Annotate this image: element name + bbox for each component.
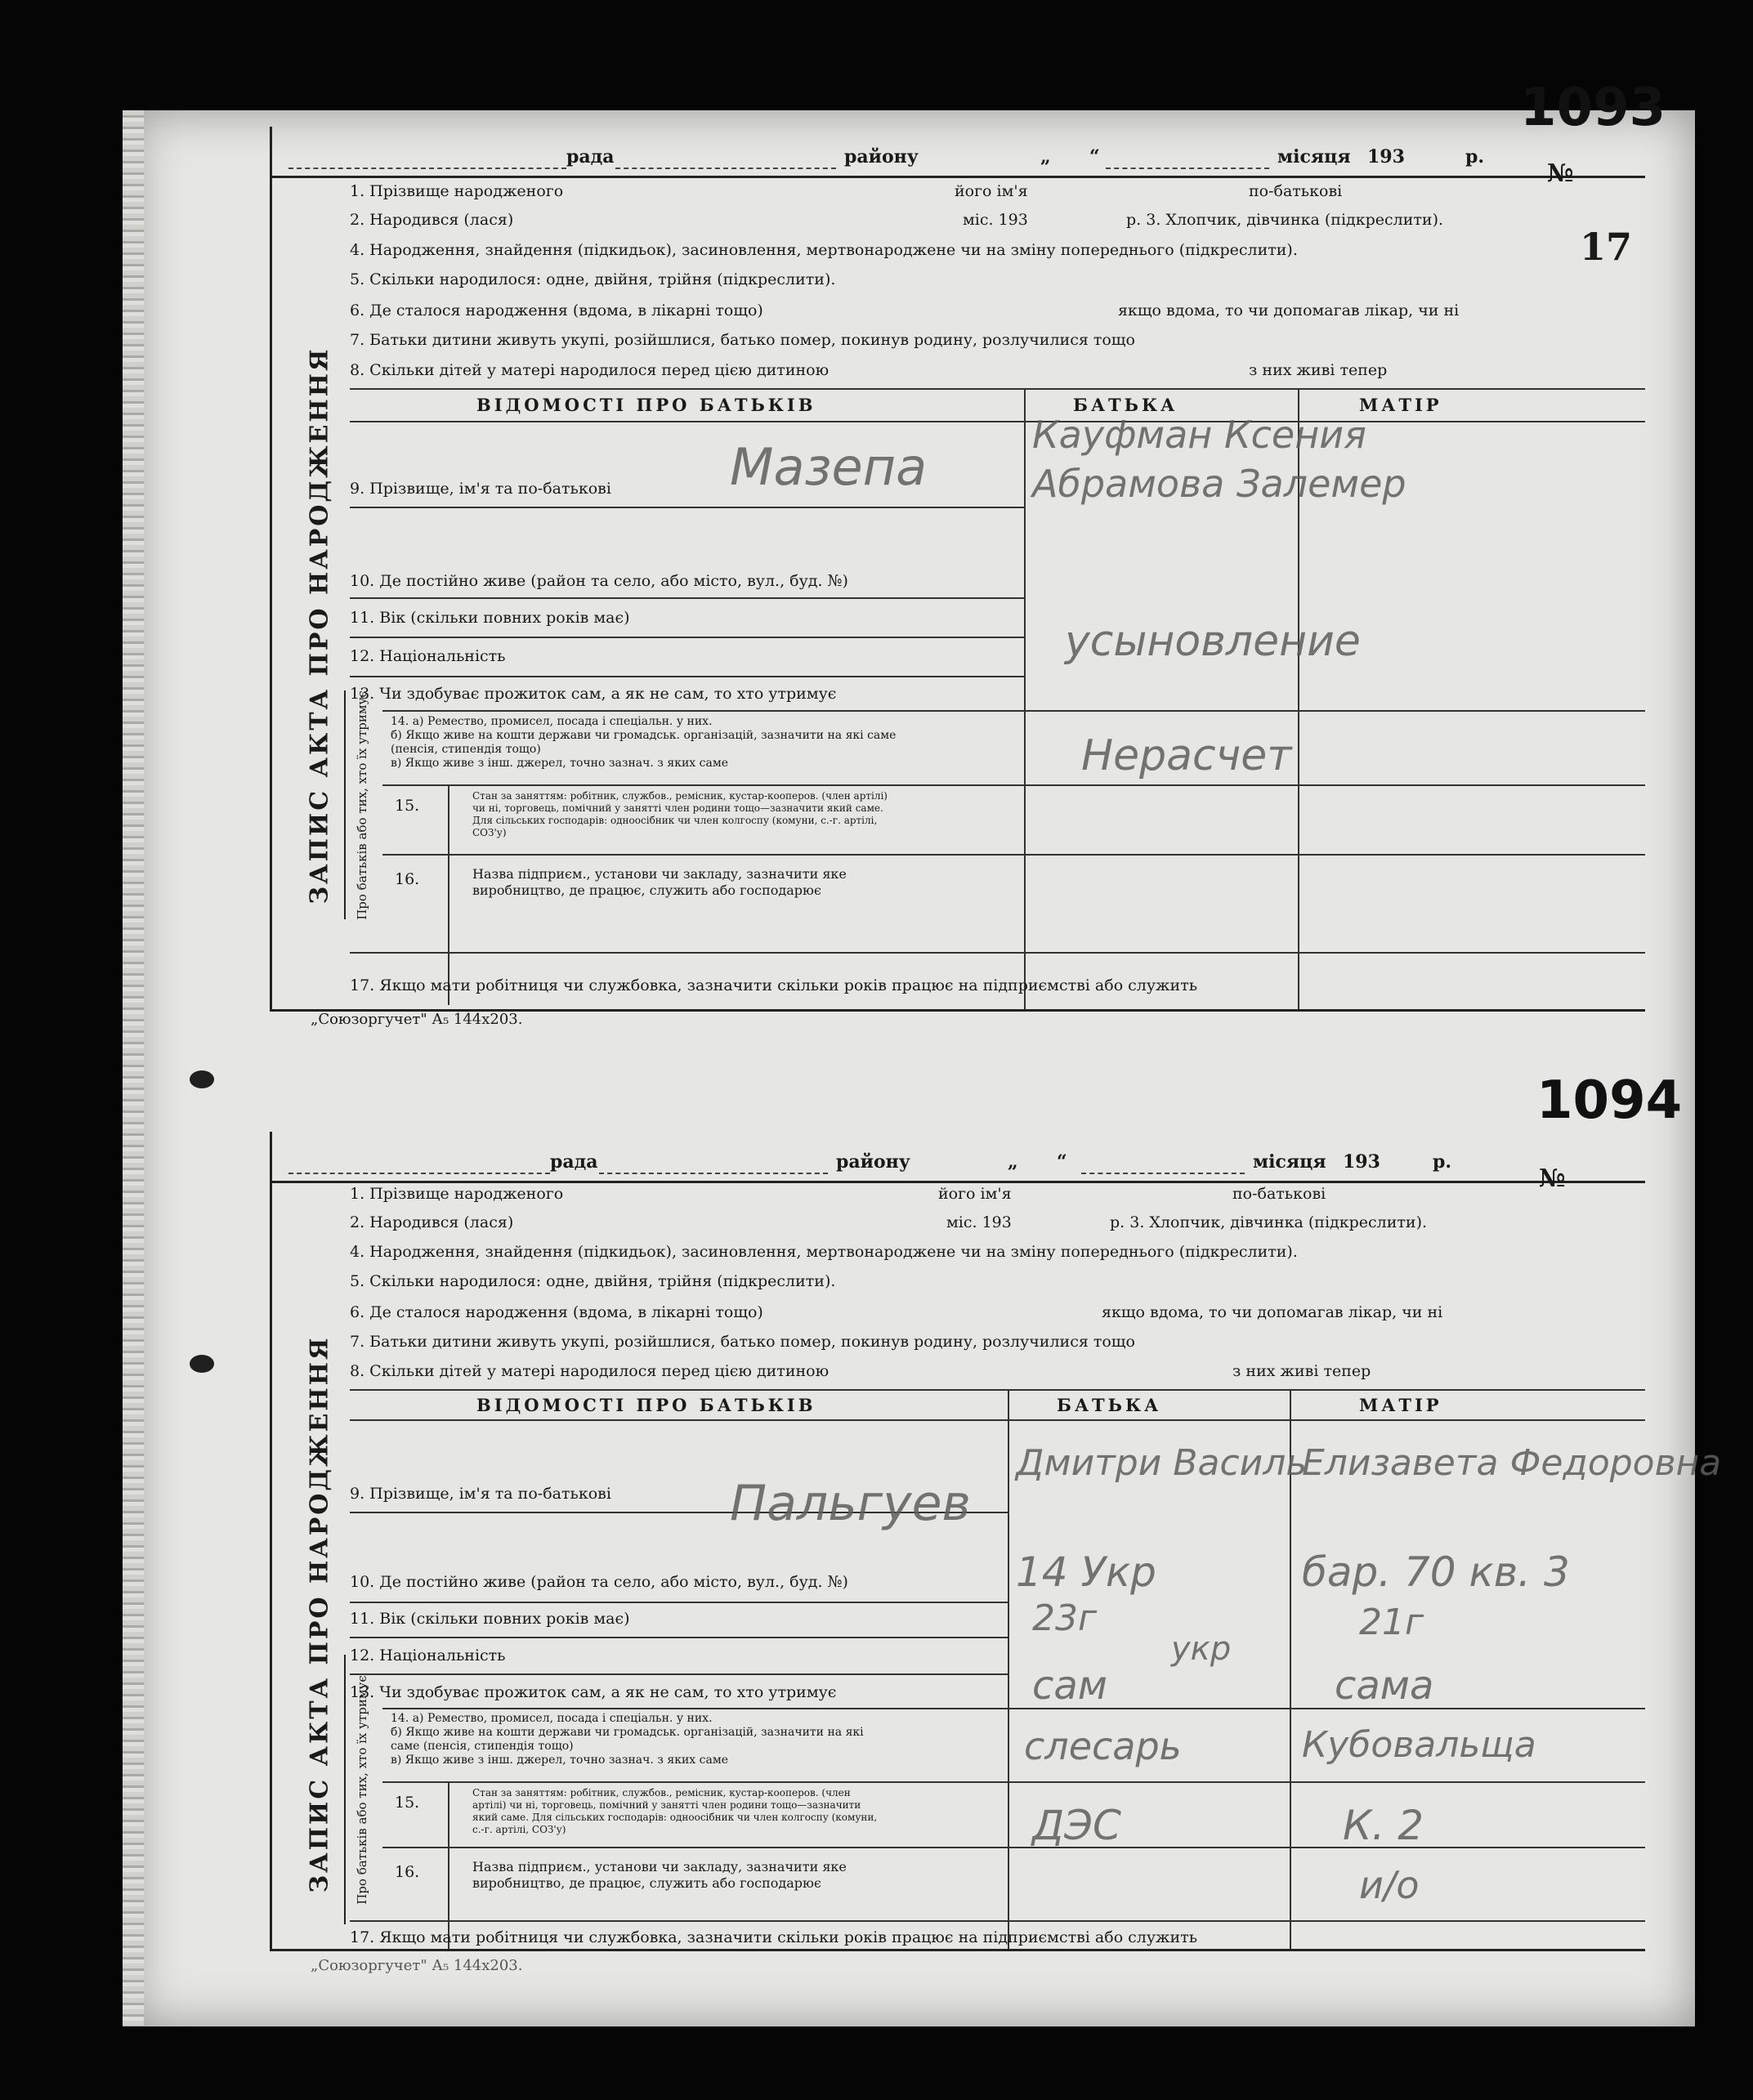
line-11: 11. Вік (скільки повних років має): [350, 609, 630, 627]
line-8: [350, 361, 1645, 379]
handwriting-surname: Пальгуев: [730, 1475, 971, 1532]
line1-b: його ім'я: [955, 182, 1028, 200]
line-5: 5. Скільки народилося: одне, двійня, трійня (підкреслити).: [350, 1272, 836, 1290]
quote-open: „: [1040, 146, 1051, 168]
quote-open: „: [1008, 1151, 1018, 1173]
handwriting-self-father: сам: [1032, 1663, 1108, 1709]
line-12: 12. Національність: [350, 647, 506, 665]
line-10: 10. Де постійно живе (район та село, або місто, вул., буд. №): [350, 572, 848, 590]
line-17: 17. Якщо мати робітниця чи службовка, зазначити скільки років працює на підприємстві або служить: [350, 1928, 1198, 1946]
header-vidomosti: ВІДОМОСТІ ПРО БАТЬКІВ: [476, 1395, 816, 1415]
line-15-num: 15.: [395, 1794, 420, 1812]
line8-b: з них живі тепер: [1232, 1362, 1371, 1380]
line-16: Назва підприєм., установи чи закладу, зазначити яке виробництво, де працює, служить або господарює: [472, 1859, 847, 1891]
side-label: [295, 306, 344, 944]
record-number-box: 17: [1580, 225, 1633, 269]
serial-number-top: 1093: [1520, 78, 1666, 138]
line2-c: р. 3. Хлопчик, дівчинка (підкреслити).: [1110, 1213, 1428, 1231]
line1-text: 1. Прізвище народженого: [350, 182, 564, 200]
punch-hole: [190, 1355, 214, 1373]
line-9: 9. Прізвище, ім'я та по-батькові: [350, 480, 611, 498]
handwriting-note-1: усыновление: [1065, 617, 1361, 666]
line-16-num: 16.: [395, 1863, 420, 1881]
label-misyatsia: місяця: [1277, 146, 1351, 168]
side-label-text: ЗАПИС АКТА ПРО НАРОДЖЕННЯ: [305, 1335, 334, 1892]
quote-close: “: [1089, 146, 1100, 168]
line-8: [350, 1362, 1645, 1380]
birth-record-form-1: [270, 127, 1645, 1012]
line14b: б) Якщо живе на кошти держави чи громадськ. організацій, зазначити на які саме (пенсія, стипендія тощо): [391, 729, 897, 756]
line-15: Стан за заняттям: робітник, службов., ремісник, кустар-кооперов. (член артілі) чи ні, торговець, помічний у занятті член родини тощо—зазначити який саме. Для сільських господарів: одноосібник чи член колгоспу (комуни, с.-г. артілі, СОЗ'у): [472, 1787, 878, 1835]
line14c: в) Якщо живе з інш. джерел, точно зазнач. з яких саме: [391, 1754, 729, 1767]
side-small-label: [344, 690, 378, 919]
punch-hole: [190, 1070, 214, 1088]
label-rayonu: району: [836, 1151, 910, 1173]
handwriting-occupation-father: слесарь: [1024, 1724, 1182, 1768]
handwriting-status-mother: К. 2: [1343, 1802, 1424, 1849]
line-13: 13. Чи здобуває прожиток сам, а як не сам, то хто утримує: [350, 1683, 837, 1701]
line1-c: по-батькові: [1232, 1185, 1326, 1203]
label-no: №: [1539, 1164, 1566, 1193]
handwriting-nationality: укр: [1171, 1630, 1232, 1668]
form-footer-1: „Союзоргучет" А₅ 144x203.: [311, 1011, 523, 1028]
header-matir: МАТІР: [1359, 1395, 1442, 1415]
handwriting-mother-name: Елизавета Федоровна: [1302, 1442, 1722, 1484]
side-small-text: Про батьків або тих, хто їх утримує: [354, 690, 369, 920]
quote-close: “: [1057, 1151, 1067, 1173]
line-12: 12. Національність: [350, 1646, 506, 1664]
line6-text: 6. Де сталося народження (вдома, в лікарні тощо): [350, 1303, 763, 1321]
label-r: р.: [1433, 1151, 1452, 1173]
label-rayonu: району: [844, 146, 919, 168]
line6-text: 6. Де сталося народження (вдома, в лікарні тощо): [350, 302, 763, 319]
line-15: Стан за заняттям: робітник, службов., ремісник, кустар-кооперов. (член артілі) чи ні, торговець, помічний у занятті член родини тощо—зазначити який саме. Для сільських господарів: одноосібник чи член колгоспу (комуни, с.-г. артілі, СОЗ'у): [472, 790, 888, 838]
line14b: б) Якщо живе на кошти держави чи громадськ. організацій, зазначити на які саме (пенсія, стипендія тощо): [391, 1726, 864, 1753]
handwriting-workplace-mother: и/о: [1359, 1863, 1420, 1907]
line-15-num: 15.: [395, 797, 420, 815]
label-rada: рада: [566, 146, 615, 168]
page-edge: [123, 110, 144, 2026]
line-6: [350, 1303, 1645, 1321]
form-header: [272, 127, 1645, 188]
line-17: 17. Якщо мати робітниця чи службовка, зазначити скільки років працює на підприємстві або служить: [350, 976, 1198, 994]
line6-b: якщо вдома, то чи допомагав лікар, чи ні: [1118, 302, 1460, 319]
label-no: №: [1547, 159, 1574, 188]
line-7: 7. Батьки дитини живуть укупі, розійшлися, батько помер, покинув родину, розлучилися тощо: [350, 1333, 1135, 1351]
line-2: [350, 211, 1645, 229]
header-matir: МАТІР: [1359, 395, 1442, 415]
line2-text: 2. Народився (лася): [350, 211, 514, 229]
label-rada: рада: [550, 1151, 598, 1173]
line-14: [391, 1712, 881, 1767]
handwriting-self-mother: сама: [1335, 1663, 1434, 1709]
handwriting-note-2: Нерасчет: [1081, 731, 1292, 780]
handwriting-occupation-mother: Кубовальща: [1302, 1724, 1536, 1766]
line-9: 9. Прізвище, ім'я та по-батькові: [350, 1485, 611, 1503]
line14c: в) Якщо живе з інш. джерел, точно зазнач. з яких саме: [391, 757, 729, 770]
label-r: р.: [1465, 146, 1485, 168]
handwriting-mother: Кауфман Ксения: [1032, 413, 1366, 457]
side-small-text: Про батьків або тих, хто їх утримує: [354, 1674, 369, 1905]
form-header: [272, 1132, 1645, 1193]
line1-b: його ім'я: [938, 1185, 1012, 1203]
form-footer-2: „Союзоргучет" А₅ 144x203.: [311, 1957, 523, 1974]
line-13: 13. Чи здобуває прожиток сам, а як не сам, то хто утримує: [350, 685, 837, 703]
handwriting-status-father: ДЭС: [1032, 1802, 1121, 1849]
handwriting-address-mother: бар. 70 кв. 3: [1302, 1548, 1570, 1596]
line-1: [350, 1185, 1645, 1203]
handwriting-age-father: 23г: [1032, 1597, 1098, 1639]
line8-text: 8. Скільки дітей у матері народилося перед цією дитиною: [350, 361, 830, 379]
handwriting-father-name: Дмитри Василь: [1016, 1442, 1308, 1484]
handwriting-age-mother: 21г: [1359, 1602, 1424, 1643]
line-4: 4. Народження, знайдення (підкидьок), засиновлення, мертвонароджене чи на зміну попереднього (підкреслити).: [350, 1243, 1298, 1261]
line-11: 11. Вік (скільки повних років має): [350, 1610, 630, 1628]
line-1: [350, 182, 1645, 200]
header-vidomosti: ВІДОМОСТІ ПРО БАТЬКІВ: [476, 395, 816, 415]
line-16: Назва підприєм., установи чи закладу, зазначити яке виробництво, де працює, служить або господарює: [472, 866, 847, 898]
line2-text: 2. Народився (лася): [350, 1213, 514, 1231]
line6-b: якщо вдома, то чи допомагав лікар, чи ні: [1102, 1303, 1443, 1321]
birth-record-form-2: [270, 1132, 1722, 1951]
handwriting-father: Абрамова Залемер: [1032, 462, 1406, 506]
line2-b: міс. 193: [963, 211, 1028, 229]
label-year: 193: [1343, 1151, 1380, 1173]
line14a: 14. а) Ремество, промисел, посада і спеціальн. у них.: [391, 715, 713, 728]
line-10: 10. Де постійно живе (район та село, або місто, вул., буд. №): [350, 1573, 848, 1591]
line-14: [391, 715, 897, 771]
line14a: 14. а) Ремество, промисел, посада і спеціальн. у них.: [391, 1712, 713, 1725]
serial-number-bottom: 1094: [1536, 1070, 1683, 1131]
line2-c: р. 3. Хлопчик, дівчинка (підкреслити).: [1126, 211, 1444, 229]
handwriting-surname: Мазепа: [730, 437, 928, 497]
line-16-num: 16.: [395, 870, 420, 888]
label-misyatsia: місяця: [1253, 1151, 1326, 1173]
line-7: 7. Батьки дитини живуть укупі, розійшлися, батько помер, покинув родину, розлучилися тощо: [350, 331, 1135, 349]
side-label-text: ЗАПИС АКТА ПРО НАРОДЖЕННЯ: [305, 346, 334, 904]
line-2: [350, 1213, 1645, 1231]
line1-c: по-батькові: [1249, 182, 1343, 200]
line8-b: з них живі тепер: [1249, 361, 1388, 379]
side-label: [295, 1311, 344, 1916]
line-4: 4. Народження, знайдення (підкидьок), засиновлення, мертвонароджене чи на зміну попереднього (підкреслити).: [350, 241, 1298, 259]
line-6: [350, 302, 1645, 319]
header-batka: БАТЬКА: [1057, 1395, 1162, 1415]
line1-text: 1. Прізвище народженого: [350, 1185, 564, 1203]
line-5: 5. Скільки народилося: одне, двійня, трійня (підкреслити).: [350, 270, 836, 288]
line2-b: міс. 193: [946, 1213, 1012, 1231]
handwriting-address-father: 14 Укр: [1016, 1548, 1156, 1596]
label-year: 193: [1367, 146, 1405, 168]
header-batka: БАТЬКА: [1073, 395, 1178, 415]
line8-text: 8. Скільки дітей у матері народилося перед цією дитиною: [350, 1362, 830, 1380]
